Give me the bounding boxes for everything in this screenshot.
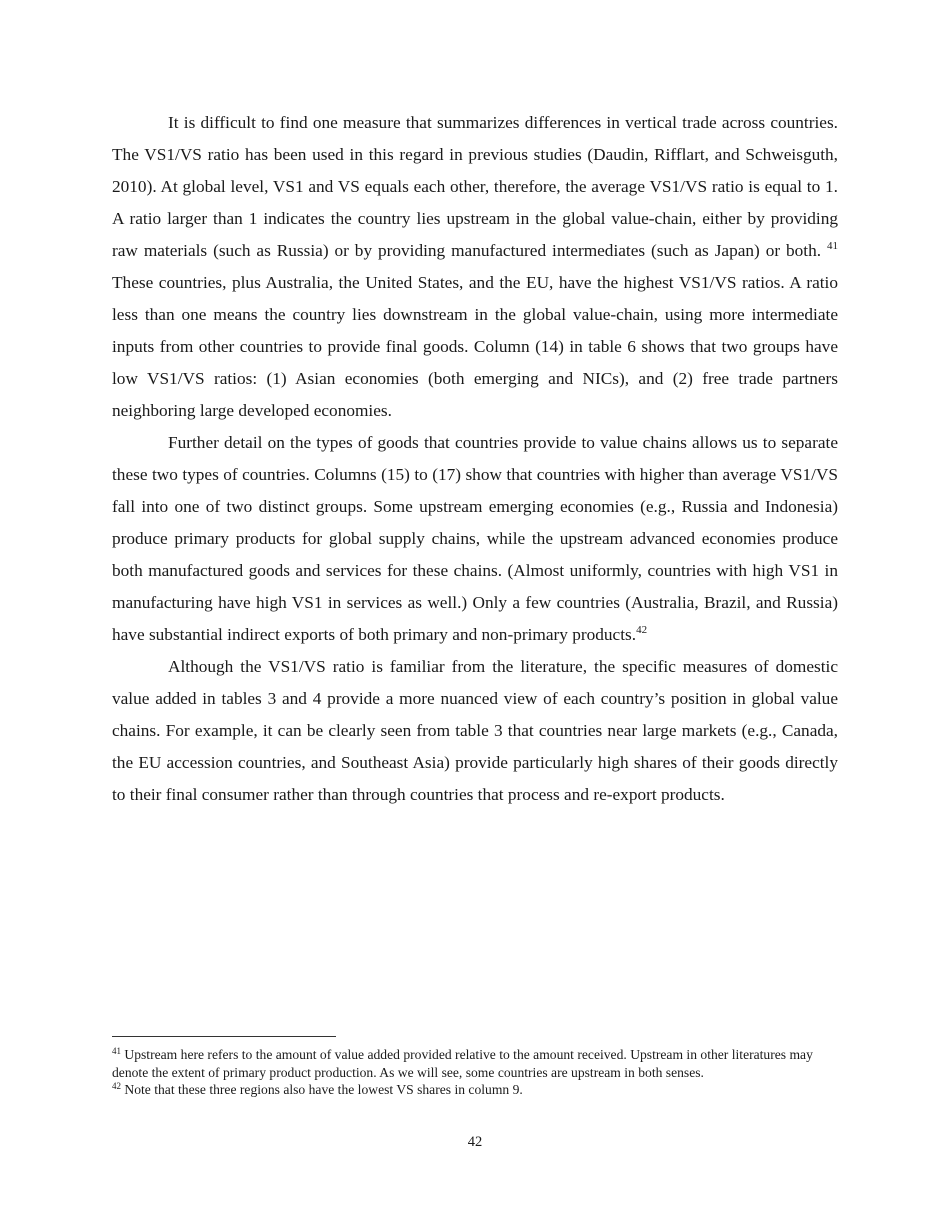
paragraph-text: It is difficult to find one measure that summarizes differences in vertical trade across countries. The VS1/VS ratio has been used in this regard in previous studies (Daudin, Rifflart, and Schweisguth, 2010). At global level, VS1 and VS equals each other, therefore, the average VS1/VS ratio is equal to 1. A ratio larger than 1 indicates the country lies upstream in the global value-chain, either by providing raw materials (such as Russia) or by providing manufactured intermediates (such as Japan) or both. — [112, 113, 838, 260]
paragraph-domestic-value-added — [112, 651, 838, 811]
footnote-number: 42 — [112, 1081, 121, 1092]
paragraph-text: Although the VS1/VS ratio is familiar from the literature, the specific measures of domestic value added in tables 3 and 4 provide a more nuanced view of each country’s position in global value chains. For example, it can be clearly seen from table 3 that countries near large markets (e.g., Canada, the EU accession countries, and Southeast Asia) provide particularly high shares of their goods directly to their final consumer rather than through countries that process and re-export products. — [112, 657, 838, 804]
paragraph-vs1-vs-ratio — [112, 107, 838, 427]
paragraph-text: Further detail on the types of goods that countries provide to value chains allows us to separate these two types of countries. Columns (15) to (17) show that countries with higher than average VS1/VS fall into one of two distinct groups. Some upstream emerging economies (e.g., Russia and Indonesia) produce primary products for global supply chains, while the upstream advanced economies produce both manufactured goods and services for these chains. (Almost uniformly, countries with high VS1 in manufacturing have high VS1 in services as well.) Only a few countries (Australia, Brazil, and Russia) have substantial indirect exports of both primary and non-primary products. — [112, 433, 838, 644]
footnote-number: 41 — [112, 1046, 121, 1056]
footnotes — [112, 1046, 838, 1099]
footnote-text: Note that these three regions also have the lowest VS shares in column 9. — [121, 1082, 523, 1098]
footnote-reference[interactable]: 42 — [636, 624, 648, 636]
paragraph-goods-types — [112, 427, 838, 651]
body-text — [112, 107, 838, 811]
footnote-text: Upstream here refers to the amount of value added provided relative to the amount received. Upstream in other literatures may denote the extent of primary product production. As we will see, some countries are upstream in both senses. — [112, 1047, 813, 1080]
page-number: 42 — [467, 1134, 483, 1150]
footnote-divider — [112, 1036, 336, 1037]
footnote-42 — [112, 1081, 838, 1099]
footnote-reference[interactable]: 41 — [827, 240, 838, 252]
footnote-41 — [112, 1046, 838, 1081]
paragraph-text: These countries, plus Australia, the United States, and the EU, have the highest VS1/VS ratios. A ratio less than one means the country lies downstream in the global value-chain, using more intermediate inputs from other countries to provide final goods. Column (14) in table 6 shows that two groups have low VS1/VS ratios: (1) Asian economies (both emerging and NICs), and (2) free trade partners neighboring large developed economies. — [112, 273, 838, 420]
